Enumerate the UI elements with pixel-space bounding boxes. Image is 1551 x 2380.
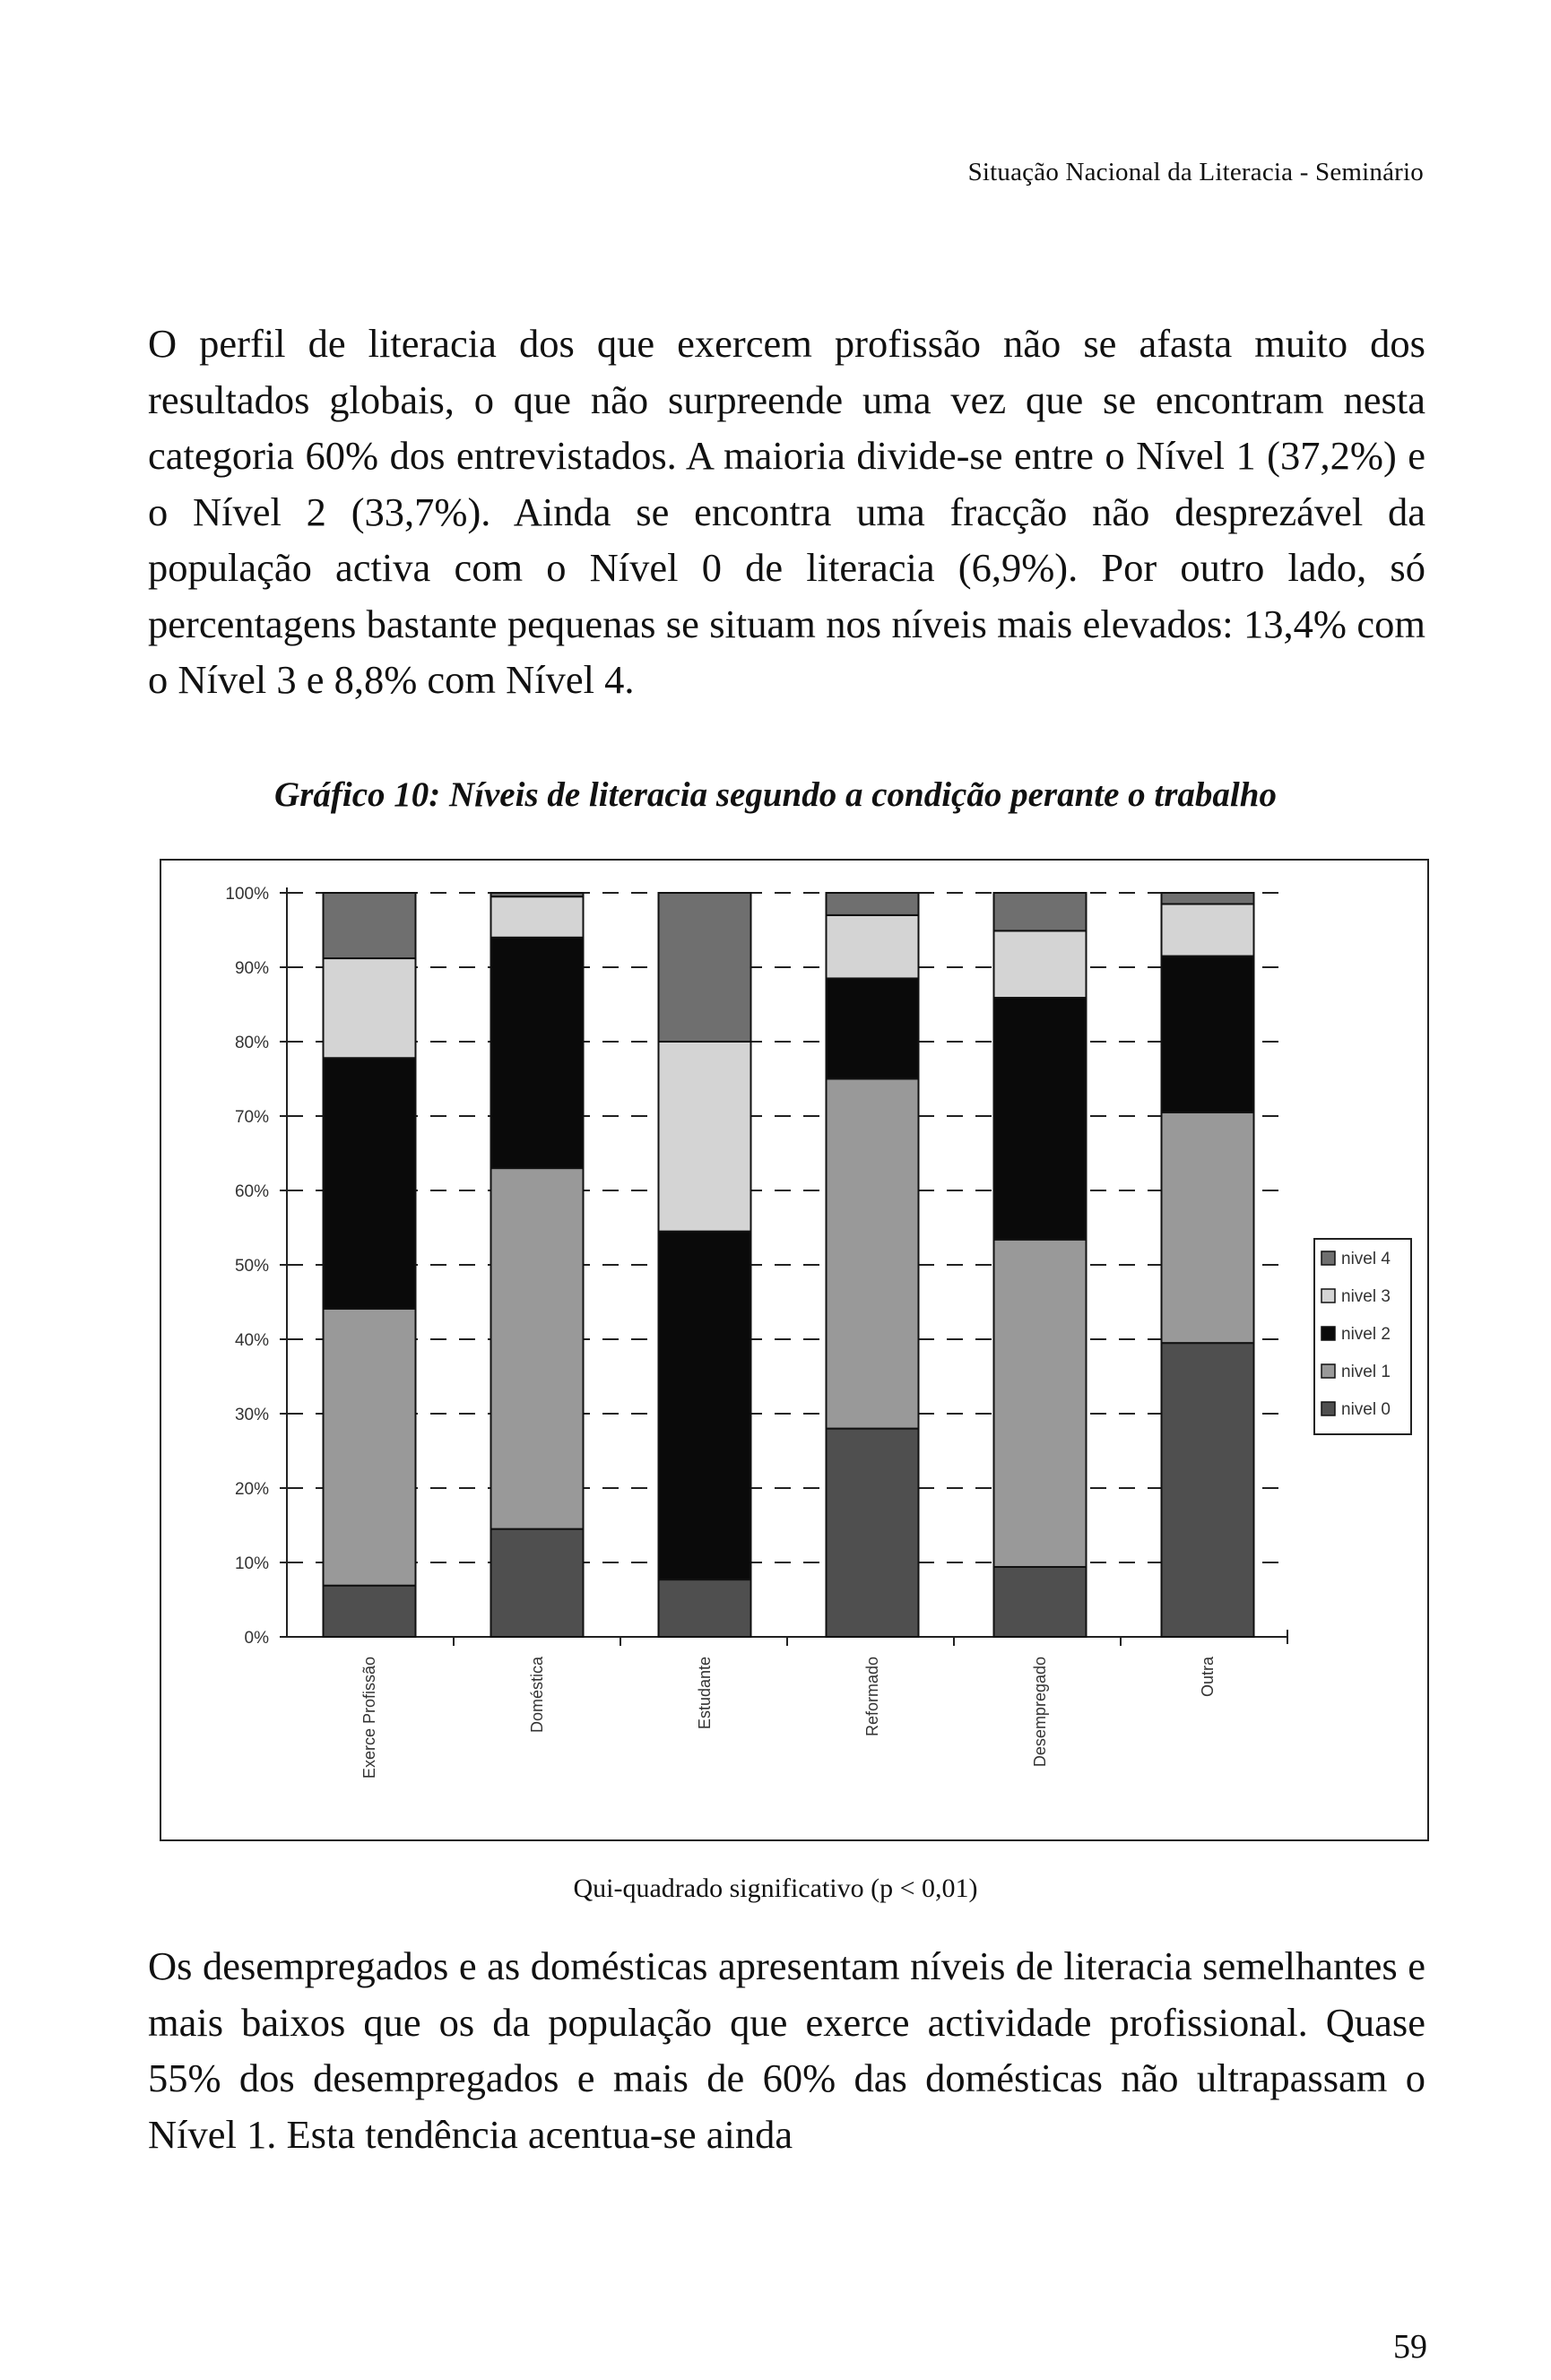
bar-segment-nivel-4: [659, 893, 751, 1042]
paragraph-profile: O perfil de literacia dos que exercem profissão não se afasta muito dos resultados globais, o que não surpreende uma vez que se encontram nesta categoria 60% dos entrevistados. A maioria divide-se entre o Nível 1 (37,2%) e o Nível 2 (33,7%). Ainda se encontra uma fracção não desprezável da população activa com o Nível 0 de literacia (6,9%). Por outro lado, só percentagens bastante pequenas se situam nos níveis mais elevados: 13,4% com o Nível 3 e 8,8% com Nível 4.: [148, 321, 1425, 702]
bar-segment-nivel-3: [1162, 904, 1254, 956]
y-tick-label: 10%: [234, 1554, 269, 1573]
bar-segment-nivel-1: [491, 1168, 584, 1529]
legend-swatch: [1321, 1289, 1335, 1303]
y-tick-label: 50%: [234, 1257, 269, 1276]
bar-segment-nivel-4: [324, 893, 416, 958]
legend-label: nivel 1: [1341, 1363, 1391, 1381]
y-tick-label: 20%: [234, 1480, 269, 1499]
y-tick-label: 100%: [225, 885, 269, 904]
bar-segment-nivel-3: [491, 896, 584, 938]
bar-segment-nivel-4: [827, 893, 919, 915]
chart-note: Qui-quadrado significativo (p < 0,01): [573, 1874, 978, 1903]
page-number: 59: [1393, 2328, 1427, 2366]
paragraph-unemployed: Os desempregados e as domésticas apresentam níveis de literacia semelhantes e mais baixos que os da população que exerce actividade profissional. Quase 55% dos desempregados e mais de 60% das domésticas não ultrapassam o Nível 1. Esta tendência acentua-se ainda: [148, 1943, 1425, 2157]
bar-segment-nivel-0: [994, 1567, 1087, 1637]
running-header: Situação Nacional da Literacia - Seminário: [967, 158, 1424, 186]
bar-segment-nivel-3: [827, 915, 919, 979]
y-tick-label: 30%: [234, 1406, 269, 1424]
bar-segment-nivel-2: [827, 978, 919, 1078]
bar-segment-nivel-1: [827, 1079, 919, 1429]
bar-segment-nivel-4: [994, 893, 1087, 930]
bar-segment-nivel-2: [324, 1058, 416, 1309]
figure-caption: Gráfico 10: Níveis de literacia segundo a condição perante o trabalho: [274, 775, 1277, 814]
bar-segment-nivel-2: [491, 938, 584, 1168]
bar-segment-nivel-3: [324, 958, 416, 1058]
stacked-bar-chart: [161, 861, 1427, 1839]
legend-swatch: [1321, 1364, 1335, 1378]
bar-segment-nivel-2: [659, 1232, 751, 1579]
legend-swatch: [1321, 1251, 1335, 1265]
bar-segment-nivel-1: [324, 1309, 416, 1586]
chart-frame: [160, 859, 1429, 1841]
legend-swatch: [1321, 1402, 1335, 1415]
x-category-label: Desempregado: [1031, 1657, 1049, 1768]
bar-segment-nivel-0: [659, 1579, 751, 1637]
x-category-label: Doméstica: [528, 1657, 546, 1734]
legend-label: nivel 4: [1341, 1250, 1391, 1268]
bar-segment-nivel-4: [1162, 893, 1254, 904]
bar-segment-nivel-0: [491, 1529, 584, 1637]
x-category-label: Estudante: [696, 1657, 714, 1730]
x-category-label: Outra: [1199, 1657, 1217, 1698]
bar-segment-nivel-1: [1162, 1112, 1254, 1343]
y-tick-label: 0%: [244, 1629, 269, 1648]
y-tick-label: 60%: [234, 1182, 269, 1201]
legend-label: nivel 0: [1341, 1400, 1391, 1419]
bar-segment-nivel-2: [1162, 956, 1254, 1112]
bar-segment-nivel-0: [1162, 1343, 1254, 1637]
y-tick-label: 80%: [234, 1034, 269, 1052]
legend-swatch: [1321, 1327, 1335, 1340]
x-category-label: Reformado: [863, 1657, 881, 1737]
legend-label: nivel 3: [1341, 1287, 1391, 1306]
bar-segment-nivel-3: [994, 930, 1087, 998]
y-tick-label: 40%: [234, 1331, 269, 1350]
bar-segment-nivel-3: [659, 1042, 751, 1232]
bar-segment-nivel-1: [994, 1240, 1087, 1567]
bar-segment-nivel-0: [827, 1429, 919, 1637]
y-tick-label: 90%: [234, 959, 269, 978]
y-tick-label: 70%: [234, 1108, 269, 1127]
x-category-label: Exerce Profissão: [360, 1657, 378, 1779]
legend-label: nivel 2: [1341, 1325, 1391, 1344]
bar-segment-nivel-4: [491, 893, 584, 896]
bar-segment-nivel-2: [994, 998, 1087, 1240]
bar-segment-nivel-0: [324, 1586, 416, 1637]
